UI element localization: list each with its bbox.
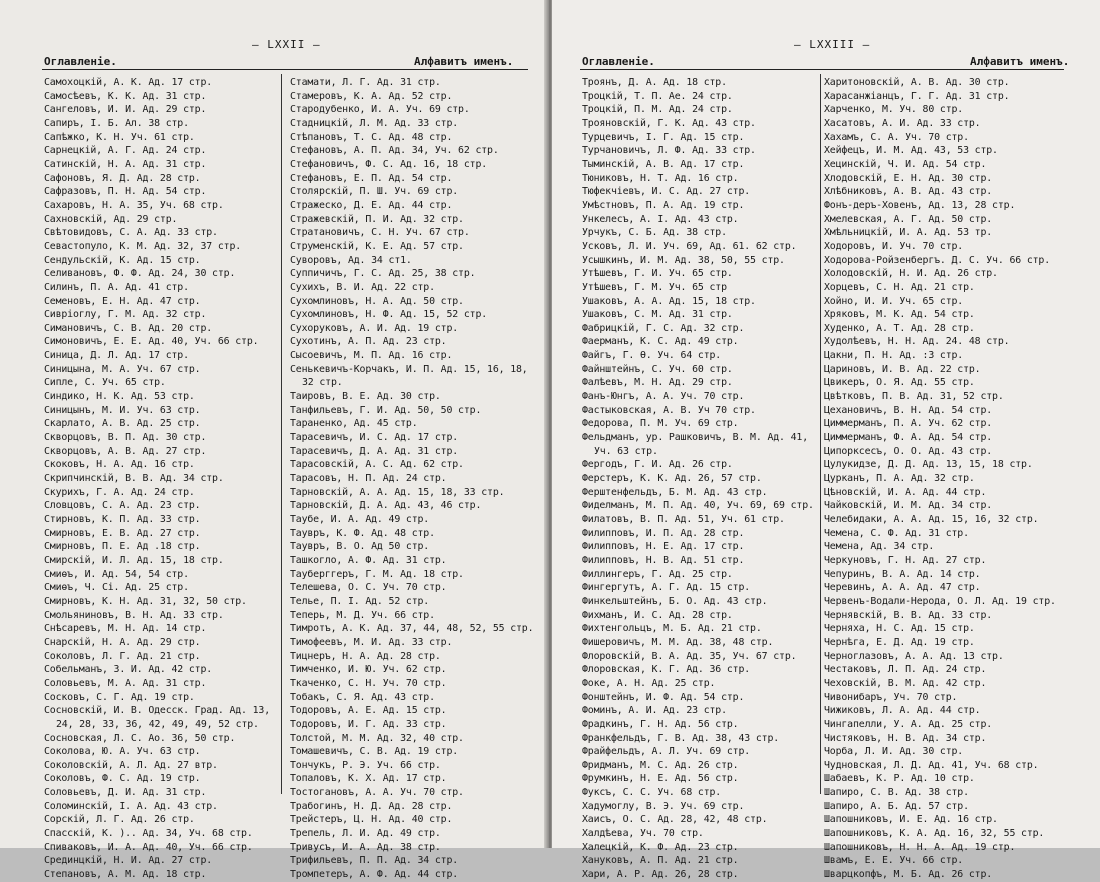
- index-entry: Теперь, М. Д. Уч. 66 стр.: [290, 609, 435, 621]
- index-entry: Суппичичъ, Г. С. Ад. 25, 38 стр.: [290, 268, 476, 280]
- index-entry: Ткаченко, С. Н. Уч. 70 стр.: [290, 677, 447, 689]
- index-entry: Фрайфельдъ, А. Л. Уч. 69 стр.: [582, 746, 751, 758]
- index-entry: Сухихъ, В. И. Ад. 22 стр.: [290, 281, 435, 293]
- index-entry: Скворцовъ, В. П. Ад. 30 стр.: [44, 432, 207, 444]
- index-entry: Хасатовъ, А. И. Ад. 33 стр.: [824, 117, 981, 129]
- index-entry: Чеховскій, В. М. Ад. 42 стр.: [824, 677, 987, 689]
- index-entry: Фонштейнъ, И. Ф. Ад. 54 стр.: [582, 691, 745, 703]
- index-entry: Стефановъ, А. П. Ад. 34, Уч. 62 стр.: [290, 145, 499, 157]
- index-entry: Циммерманъ, Ф. А. Ад. 54 стр.: [824, 432, 993, 444]
- index-entry: Фанъ-Юнгъ, А. А. Уч. 70 стр.: [582, 391, 745, 403]
- index-entry: Фрумкинъ, Н. Е. Ад. 56 стр.: [582, 773, 739, 785]
- page-number: — LXXIII —: [794, 38, 871, 51]
- index-entry: Смиѳъ, И. Ад. 54, 54 стр.: [44, 568, 189, 580]
- index-entry: Трояновскій, Г. К. Ад. 43 стр.: [582, 117, 756, 129]
- index-column-1: [44, 76, 278, 882]
- index-entry: Соколовскій, А. Л. Ад. 27 втр.: [44, 759, 218, 771]
- index-entry: Стамати, Л. Г. Ад. 31 стр.: [290, 77, 441, 88]
- index-entry: Честаковъ, Л. П. Ад. 24 стр.: [824, 664, 987, 676]
- index-entry: Таировъ, В. Е. Ад. 30 стр.: [290, 391, 441, 403]
- index-entry: Сапиръ, І. Б. Ал. 38 стр.: [44, 117, 189, 129]
- index-entry: Хмелевская, А. Г. Ад. 50 стр.: [824, 213, 993, 225]
- index-entry: Черноглазовъ, А. А. Ад. 13 стр.: [824, 650, 1004, 662]
- index-entry: Филлингеръ, Г. Ад. 25 стр.: [582, 568, 733, 580]
- index-entry: Соломинскій, І. А. Ад. 43 стр.: [44, 800, 218, 812]
- index-entry: Сивріоглу, Г. М. Ад. 32 стр.: [44, 309, 207, 321]
- index-entry: Худолѣевъ, Н. Н. Ад. 24. 48 стр.: [824, 336, 1010, 348]
- index-entry: Синдико, Н. К. Ад. 53 стр.: [44, 391, 195, 403]
- index-entry: Файнштейнъ, С. Уч. 60 стр.: [582, 363, 733, 375]
- index-entry: Цакни, П. Н. Ад. :3 стр.: [824, 350, 964, 362]
- index-entry: Харченко, М. Уч. 80 стр.: [824, 104, 964, 116]
- index-entry: Скворцовъ, А. В. Ад. 27 стр.: [44, 445, 207, 457]
- index-entry: Холодовскій, Н. И. Ад. 26 стр.: [824, 268, 998, 280]
- index-entry: Тицнеръ, Н. А. Ад. 28 стр.: [290, 650, 441, 662]
- index-entry: Троцкій, Т. П. Ае. 24 стр.: [582, 90, 733, 102]
- index-entry: Утѣшевъ, Г. М. Уч. 65 стр: [582, 281, 727, 293]
- index-entry: Ферстеръ, К. К. Ад. 26, 57 стр.: [582, 473, 762, 485]
- index-entry: Чижиковъ, Л. А. Ад. 44 стр.: [824, 705, 981, 717]
- header-rule: [580, 69, 1064, 70]
- index-entry: Тарновскій, Д. А. Ад. 43, 46 стр.: [290, 500, 482, 512]
- index-entry: Тюниковъ, Н. Т. Ад. 16 стр.: [582, 172, 739, 184]
- index-entry: Шапиро, А. Б. Ад. 57 стр.: [824, 800, 969, 812]
- index-entry: Фуксъ, С. С. Уч. 68 стр.: [582, 787, 722, 799]
- index-entry: Халецкій, К. Ф. Ад. 23 стр.: [582, 841, 739, 853]
- index-entry: Тодоровъ, А. Е. Ад. 15 стр.: [290, 705, 447, 717]
- index-entry: Тюфекчіевъ, И. С. Ад. 27 стр.: [582, 186, 751, 198]
- index-entry: Синицынъ, М. И. Уч. 63 стр.: [44, 404, 201, 416]
- index-entry: Танфильевъ, Г. И. Ад. 50, 50 стр.: [290, 404, 482, 416]
- index-entry: Сендульскій, К. Ад. 15 стр.: [44, 254, 201, 266]
- index-entry: Тобакъ, С. Я. Ад. 43 стр.: [290, 691, 435, 703]
- index-entry: Сысоевичъ, М. П. Ад. 16 стр.: [290, 350, 453, 362]
- index-entry: Цвѣтковъ, П. В. Ад. 31, 52 стр.: [824, 391, 1004, 403]
- index-entry: Цехановичъ, В. Н. Ад. 54 стр.: [824, 404, 993, 416]
- index-entry: Стефановъ, Е. П. Ад. 54 стр.: [290, 172, 453, 184]
- index-entry: Чайковскій, И. М. Ад. 34 стр.: [824, 500, 993, 512]
- left-page: [0, 0, 548, 881]
- index-entry: Файгъ, Г. Ѳ. Уч. 64 стр.: [582, 350, 722, 362]
- index-entry: Челебидаки, А. А. Ад. 15, 16, 32 стр.: [824, 514, 1039, 525]
- index-entry: Хари, А. Р. Ад. 26, 28 стр.: [582, 869, 739, 881]
- index-entry: Харасанжіанцъ, Г. Г. Ад. 31 стр.: [824, 90, 1010, 102]
- index-entry: Словцовъ, С. А. Ад. 23 стр.: [44, 500, 201, 512]
- index-entry: Сангеловъ, И. И. Ад. 29 стр.: [44, 104, 207, 116]
- index-entry: Хойно, И. И. Уч. 65 стр.: [824, 295, 964, 307]
- index-entry: Хлѣбниковъ, А. В. Ад. 43 стр.: [824, 186, 993, 198]
- index-entry: Силинъ, П. А. Ад. 41 стр.: [44, 281, 189, 293]
- index-entry: Томашевичъ, С. В. Ад. 19 стр.: [290, 746, 459, 758]
- index-entry: Скоковъ, Н. А. Ад. 16 стр.: [44, 459, 195, 471]
- index-entry: Утѣшевъ, Г. И. Уч. 65 стр.: [582, 268, 733, 280]
- index-entry: Столярскій, П. Ш. Уч. 69 стр.: [290, 186, 459, 198]
- index-entry: Турчановичъ, Л. Ф. Ад. 33 стр.: [582, 145, 756, 157]
- index-entry: Струменскій, К. Е. Ад. 57 стр.: [290, 240, 464, 252]
- index-entry: Фоке, А. Н. Ад. 25 стр.: [582, 677, 716, 689]
- index-entry: Троцкій, П. М. Ад. 24 стр.: [582, 104, 733, 116]
- index-entry: Трабогинъ, Н. Д. Ад. 28 стр.: [290, 800, 453, 812]
- index-entry: Ушаковъ, С. М. Ад. 31 стр.: [582, 309, 733, 321]
- index-entry: Севастопуло, К. М. Ад. 32, 37 стр.: [44, 240, 242, 252]
- index-entry: Срединцкій, Н. И. Ад. 27 стр.: [44, 855, 213, 867]
- index-entry: Циммерманъ, П. А. Уч. 62 стр.: [824, 418, 993, 430]
- index-entry: Сапѣжко, К. Н. Уч. 61 стр.: [44, 131, 195, 143]
- index-entry: Урчукъ, С. Б. Ад. 38 стр.: [582, 227, 727, 239]
- index-entry: Фельдманъ, ур. Рашковичъ, В. М. Ад. 41, Уч. 63 стр.: [582, 432, 814, 457]
- index-entry: Сухотинъ, А. П. Ад. 23 стр.: [290, 336, 447, 348]
- page-number: — LXXII —: [252, 38, 321, 51]
- header-contents: Оглавленіе.: [582, 55, 655, 68]
- index-entry: Стамеровъ, К. А. Ад. 52 стр.: [290, 90, 453, 102]
- index-entry: Фингергутъ, А. Г. Ад. 15 стр.: [582, 582, 751, 594]
- index-entry: Сахаровъ, Н. А. 35, Уч. 68 стр.: [44, 199, 224, 211]
- index-entry: Телье, П. І. Ад. 52 стр.: [290, 595, 430, 607]
- index-entry: Фонъ-деръ-Ховенъ, Ад. 13, 28 стр.: [824, 199, 1016, 211]
- header-contents: Оглавленіе.: [44, 55, 117, 68]
- index-entry: Федорова, П. М. Уч. 69 стр.: [582, 418, 739, 430]
- index-entry: Тауберггеръ, Г. М. Ад. 18 стр.: [290, 568, 464, 580]
- index-entry: Черевинъ, А. А. Ад. 47 стр.: [824, 582, 981, 594]
- index-entry: Цвикеръ, О. Я. Ад. 55 стр.: [824, 377, 975, 389]
- index-entry: Таувръ, К. Ф. Ад. 48 стр.: [290, 527, 435, 539]
- index-entry: Хаисъ, О. С. Ад. 28, 42, 48 стр.: [582, 814, 768, 826]
- index-entry: Телешева, О. С. Уч. 70 стр.: [290, 582, 447, 594]
- index-entry: Хейфецъ, И. М. Ад. 43, 53 стр.: [824, 145, 998, 157]
- index-entry: Цурканъ, П. А. Ад. 32 стр.: [824, 473, 975, 485]
- index-entry: Филипповъ, Н. Е. Ад. 17 стр.: [582, 541, 745, 553]
- header-rule: [42, 69, 528, 70]
- index-entry: Чернѣга, Е. Д. Ад. 19 стр.: [824, 636, 975, 648]
- column-divider: [281, 74, 282, 794]
- index-column-2: [290, 76, 536, 882]
- index-entry: Сафразовъ, П. Н. Ад. 54 стр.: [44, 186, 207, 198]
- index-entry: Сухомлиновъ, Н. А. Ад. 50 стр.: [290, 295, 464, 307]
- index-entry: Хорцевъ, С. Н. Ад. 21 стр.: [824, 281, 975, 293]
- index-entry: Семеновъ, Е. Н. Ад. 47 стр.: [44, 295, 201, 307]
- index-entry: Тарасовскій, А. С. Ад. 62 стр.: [290, 459, 464, 471]
- index-entry: Чепуринъ, В. А. Ад. 14 стр.: [824, 568, 981, 580]
- index-entry: Степановъ, А. М. Ад. 18 стр.: [44, 869, 207, 881]
- index-entry: Чингапелли, У. А. Ад. 25 стр.: [824, 718, 993, 730]
- index-entry: Тыминскій, А. В. Ад. 17 стр.: [582, 158, 745, 170]
- index-entry: Троянъ, Д. А. Ад. 18 стр.: [582, 77, 727, 88]
- index-entry: Таувръ, В. О. Ад 50 стр.: [290, 541, 430, 553]
- index-entry: Ципорксесъ, О. О. Ад. 43 стр.: [824, 445, 993, 457]
- index-entry: Фаерманъ, К. С. Ад. 49 стр.: [582, 336, 739, 348]
- index-entry: Смиѳъ, Ч. Сі. Ад. 25 стр.: [44, 582, 189, 594]
- index-entry: Филипповъ, И. П. Ад. 28 стр.: [582, 527, 745, 539]
- index-entry: Сипле, С. Уч. 65 стр.: [44, 377, 166, 389]
- index-entry: Сорскій, Л. Г. Ад. 26 стр.: [44, 814, 195, 826]
- header-name-index: Алфавитъ именъ.: [414, 55, 514, 68]
- index-entry: Шабаевъ, К. Р. Ад. 10 стр.: [824, 773, 975, 785]
- index-entry: Фиделманъ, М. П. Ад. 40, Уч. 69, 69 стр.: [582, 500, 814, 512]
- index-entry: Сосновская, Л. С. Ао. 36, 50 стр.: [44, 732, 236, 744]
- index-entry: Толстой, М. М. Ад. 32, 40 стр.: [290, 732, 464, 744]
- index-entry: Фрадкинъ, Г. Н. Ад. 56 стр.: [582, 718, 739, 730]
- index-entry: Филатовъ, В. П. Ад. 51, Уч. 61 стр.: [582, 514, 785, 525]
- index-entry: Швамъ, Е. Е. Уч. 66 стр.: [824, 855, 964, 867]
- index-entry: Тарасевичъ, Д. А. Ад. 31 стр.: [290, 445, 459, 457]
- index-entry: Тарновскій, А. А. Ад. 15, 18, 33 стр.: [290, 486, 505, 498]
- index-entry: Чернявскій, В. В. Ад. 33 стр.: [824, 609, 993, 621]
- index-entry: Трифильевъ, П. П. Ад. 34 стр.: [290, 855, 459, 867]
- index-entry: Усышкинъ, И. М. Ад. 38, 50, 55 стр.: [582, 254, 785, 266]
- index-entry: Шапошниковъ, И. Е. Ад. 16 стр.: [824, 814, 998, 826]
- index-entry: Финкельштейнъ, Б. О. Ад. 43 стр.: [582, 595, 768, 607]
- index-entry: Тривусъ, И. А. Ад. 38 стр.: [290, 841, 441, 853]
- column-divider: [820, 74, 821, 794]
- index-entry: Червенъ-Водали-Нерода, О. Л. Ад. 19 стр.: [824, 595, 1056, 607]
- index-entry: Фалѣевъ, М. Н. Ад. 29 стр.: [582, 377, 733, 389]
- index-entry: Шапошниковъ, К. А. Ад. 16, 32, 55 стр.: [824, 828, 1045, 840]
- index-entry: Халдѣева, Уч. 70 стр.: [582, 828, 704, 840]
- index-entry: Цѣновскій, И. А. Ад. 44 стр.: [824, 486, 987, 498]
- index-entry: Фастыковская, А. В. Уч 70 стр.: [582, 404, 756, 416]
- index-entry: Хлодовскій, Е. Н. Ад. 30 стр.: [824, 172, 993, 184]
- index-entry: Стефановичъ, Ф. С. Ад. 16, 18 стр.: [290, 158, 488, 170]
- index-entry: Тодоровъ, И. Г. Ад. 33 стр.: [290, 718, 447, 730]
- index-entry: Соколовъ, Л. Г. Ад. 21 стр.: [44, 650, 201, 662]
- index-entry: Суворовъ, Ад. 34 ст1.: [290, 254, 412, 266]
- index-entry: Спиваковъ, И. А. Ад. 40, Уч. 66 стр.: [44, 841, 253, 853]
- index-entry: Сарнецкій, А. Г. Ад. 24 стр.: [44, 145, 207, 157]
- index-entry: Сатинскій, Н. А. Ад. 31 стр.: [44, 158, 207, 170]
- index-entry: Снарскій, Н. А. Ад. 29 стр.: [44, 636, 201, 648]
- index-entry: Тончукъ, Р. Э. Уч. 66 стр.: [290, 759, 441, 771]
- index-entry: Ходорова-Ройзенбергъ. Д. С. Уч. 66 стр.: [824, 254, 1051, 266]
- index-entry: Хахамъ, С. А. Уч. 70 стр.: [824, 131, 969, 143]
- index-entry: Ферштенфельдъ, Б. М. Ад. 43 стр.: [582, 486, 768, 498]
- index-entry: Сухоруковъ, А. И. Ад. 19 стр.: [290, 322, 459, 334]
- index-entry: Трейстеръ, Ц. Н. Ад. 40 стр.: [290, 814, 453, 826]
- index-entry: Фоминъ, А. И. Ад. 23 стр.: [582, 705, 727, 717]
- index-entry: Чемена, С. Ф. Ад. 31 стр.: [824, 527, 969, 539]
- index-entry: Фихтенгольцъ, М. Б. Ад. 21 стр.: [582, 623, 762, 635]
- index-entry: Таубе, И. А. Ад. 49 стр.: [290, 514, 430, 525]
- index-entry: Стирновъ, К. П. Ад. 33 стр.: [44, 514, 201, 525]
- index-column-1: [582, 76, 816, 882]
- index-entry: Снѣсаревъ, М. Н. Ад. 14 стр.: [44, 623, 207, 635]
- index-entry: Трепель, Л. И. Ад. 49 стр.: [290, 828, 441, 840]
- index-entry: Хмѣльницкій, И. А. Ад. 53 тр.: [824, 227, 993, 239]
- index-entry: Синица, Д. Л. Ад. 17 стр.: [44, 350, 189, 362]
- index-entry: Симановичъ, С. В. Ад. 20 стр.: [44, 322, 213, 334]
- index-entry: Сахновскій, Ад. 29 стр.: [44, 213, 178, 225]
- index-entry: Сафоновъ, Я. Д. Ад. 28 стр.: [44, 172, 201, 184]
- index-entry: Смирновъ, К. Н. Ад. 31, 32, 50 стр.: [44, 595, 247, 607]
- index-entry: Хряковъ, М. К. Ад. 54 стр.: [824, 309, 975, 321]
- index-entry: Черняха, Н. С. Ад. 15 стр.: [824, 623, 975, 635]
- index-entry: Тимротъ, А. К. Ад. 37, 44, 48, 52, 55 стр.: [290, 623, 534, 635]
- index-entry: Тромпетеръ, А. Ф. Ад. 44 стр.: [290, 869, 459, 881]
- index-entry: Тимофеевъ, М. И. Ад. 33 стр.: [290, 636, 453, 648]
- index-entry: Селивановъ, Ф. Ф. Ад. 24, 30 стр.: [44, 268, 236, 280]
- index-entry: Самохоцкій, А. К. Ад. 17 стр.: [44, 77, 213, 88]
- index-entry: Цулукидзе, Д. Д. Ад. 13, 15, 18 стр.: [824, 459, 1033, 471]
- index-entry: Флоровскій, В. А. Ад. 35, Уч. 67 стр.: [582, 650, 797, 662]
- index-entry: Флоровская, К. Г. Ад. 36 стр.: [582, 664, 751, 676]
- index-entry: Сосновскій, И. В. Одесск. Град. Ад. 13, 24, 28, 33, 36, 42, 49, 49, 52 стр.: [44, 705, 276, 730]
- index-entry: Симоновичъ, Е. Е. Ад. 40, Уч. 66 стр.: [44, 336, 259, 348]
- index-entry: Черкуновъ, Г. Н. Ад. 27 стр.: [824, 554, 987, 566]
- index-entry: Чудновская, Л. Д. Ад. 41, Уч. 68 стр.: [824, 759, 1039, 771]
- index-entry: Фергодъ, Г. И. Ад. 26 стр.: [582, 459, 733, 471]
- index-entry: Соколовъ, Ф. С. Ад. 19 стр.: [44, 773, 201, 785]
- index-entry: Смирновъ, П. Е. Ад .18 стр.: [44, 541, 201, 553]
- index-entry: Умѣстновъ, П. А. Ад. 19 стр.: [582, 199, 745, 211]
- index-entry: Смольяниновъ, В. Н. Ад. 33 стр.: [44, 609, 224, 621]
- index-entry: Турцевичъ, І. Г. Ад. 15 стр.: [582, 131, 745, 143]
- index-entry: Соколова, Ю. А. Уч. 63 стр.: [44, 746, 201, 758]
- index-entry: Хецинскій, Ч. И. Ад. 54 стр.: [824, 158, 987, 170]
- index-column-2: [824, 76, 1082, 882]
- index-entry: Сенькевичъ-Корчакъ, И. П. Ад. 15, 16, 18, 32 стр.: [290, 363, 534, 389]
- index-entry: Тараненко, Ад. 45 стр.: [290, 418, 418, 430]
- header-name-index: Алфавитъ именъ.: [970, 55, 1070, 68]
- index-entry: Ушаковъ, А. А. Ад. 15, 18 стр.: [582, 295, 756, 307]
- index-entry: Усковъ, Л. И. Уч. 69, Ад. 61. 62 стр.: [582, 240, 797, 252]
- index-entry: Цариновъ, И. В. Ад. 22 стр.: [824, 363, 981, 375]
- index-entry: Ташкогло, А. Ф. Ад. 31 стр.: [290, 554, 447, 566]
- index-entry: Смирскій, И. Л. Ад. 15, 18 стр.: [44, 554, 224, 566]
- index-entry: Соловьевъ, М. А. Ад. 31 стр.: [44, 677, 207, 689]
- index-entry: Топаловъ, К. Х. Ад. 17 стр.: [290, 773, 447, 785]
- index-entry: Фихманъ, И. С. Ад. 28 стр.: [582, 609, 733, 621]
- index-entry: Хадумоглу, В. Э. Уч. 69 стр.: [582, 800, 745, 812]
- index-entry: Чивонибаръ, Уч. 70 стр.: [824, 691, 958, 703]
- index-entry: Чорба, Л. И. Ад. 30 стр.: [824, 746, 964, 758]
- index-entry: Тарасовъ, Н. П. Ад. 24 стр.: [290, 473, 447, 485]
- right-page: [552, 0, 1100, 881]
- index-entry: Скурихъ, Г. А. Ад. 24 стр.: [44, 486, 195, 498]
- index-entry: Свѣтовидовъ, С. А. Ад. 33 стр.: [44, 227, 218, 239]
- index-entry: Стражевскій, П. И. Ад. 32 стр.: [290, 213, 464, 225]
- index-entry: Тарасевичъ, И. С. Ад. 17 стр.: [290, 432, 459, 444]
- index-entry: Харитоновскій, А. В. Ад. 30 стр.: [824, 77, 1010, 88]
- index-entry: Стражеско, Д. Е. Ад. 44 стр.: [290, 199, 453, 211]
- index-entry: Скарлато, А. В. Ад. 25 стр.: [44, 418, 201, 430]
- index-entry: Худенко, А. Т. Ад. 28 стр.: [824, 322, 975, 334]
- index-entry: Спасскій, К. ).. Ад. 34, Уч. 68 стр.: [44, 828, 253, 840]
- index-entry: Сосковъ, С. Г. Ад. 19 стр.: [44, 691, 195, 703]
- index-entry: Хануковъ, А. П. Ад. 21 стр.: [582, 855, 739, 867]
- index-entry: Стародубенко, И. А. Уч. 69 стр.: [290, 104, 470, 116]
- index-entry: Синицына, М. А. Уч. 67 стр.: [44, 363, 201, 375]
- index-entry: Фридманъ, М. С. Ад. 26 стр.: [582, 759, 739, 771]
- index-entry: Самосѣевъ, К. К. Ад. 31 стр.: [44, 90, 207, 102]
- index-entry: Фишеровичъ, М. М. Ад. 38, 48 стр.: [582, 636, 774, 648]
- index-entry: Шапиро, С. В. Ад. 38 стр.: [824, 787, 969, 799]
- index-entry: Стадницкій, Л. М. Ад. 33 стр.: [290, 117, 459, 129]
- index-entry: Шварцкопфъ, М. Б. Ад. 26 стр.: [824, 869, 993, 881]
- index-entry: Шапошниковъ, Н. Н. А. Ад. 19 стр.: [824, 841, 1016, 853]
- index-entry: Ходоровъ, И. Уч. 70 стр.: [824, 240, 964, 252]
- index-entry: Чистяковъ, Н. В. Ад. 34 стр.: [824, 732, 987, 744]
- index-entry: Соловьевъ, Д. И. Ад. 31 стр.: [44, 787, 207, 799]
- index-entry: Стѣпановъ, Т. С. Ад. 48 стр.: [290, 131, 453, 143]
- index-entry: Чемена, Ад. 34 стр.: [824, 541, 935, 553]
- index-entry: Ункелесъ, А. І. Ад. 43 стр.: [582, 213, 739, 225]
- index-entry: Сухомлиновъ, Н. Ф. Ад. 15, 52 стр.: [290, 309, 488, 321]
- index-entry: Скрипчинскій, В. В. Ад. 34 стр.: [44, 473, 224, 485]
- index-entry: Франкфельдъ, Г. В. Ад. 38, 43 стр.: [582, 732, 780, 744]
- index-entry: Фабрицкій, Г. С. Ад. 32 стр.: [582, 322, 745, 334]
- index-entry: Тостогановъ, А. А. Уч. 70 стр.: [290, 787, 464, 799]
- index-entry: Тимченко, И. Ю. Уч. 62 стр.: [290, 664, 447, 676]
- index-entry: Стратановичъ, С. Н. Уч. 67 стр.: [290, 227, 470, 239]
- index-entry: Смирновъ, Е. В. Ад. 27 стр.: [44, 527, 201, 539]
- index-entry: Собельманъ, З. И. Ад. 42 стр.: [44, 664, 213, 676]
- index-entry: Филипповъ, Н. В. Ад. 51 стр.: [582, 554, 745, 566]
